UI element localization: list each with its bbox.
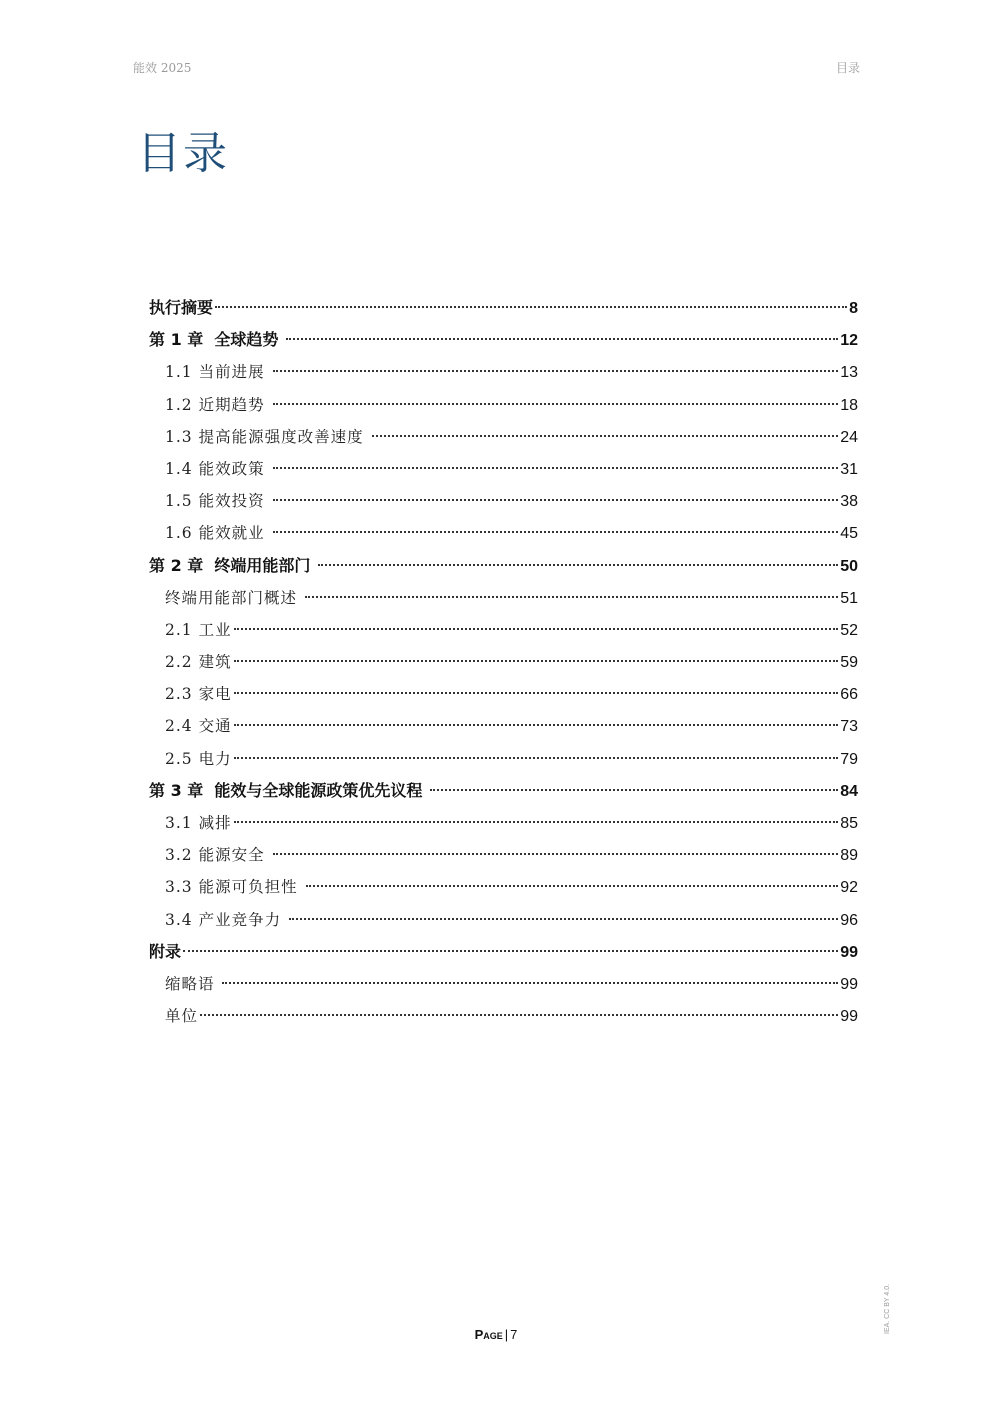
- toc-entry-label: 第 2 章 终端用能部门: [149, 555, 316, 575]
- toc-page-number: 12: [840, 332, 858, 350]
- toc-entry[interactable]: [149, 871, 858, 903]
- toc-entry[interactable]: [149, 550, 858, 582]
- toc-page-number: 89: [840, 847, 858, 865]
- dot-leader: [183, 950, 838, 952]
- page-label: Page: [474, 1327, 503, 1342]
- toc-page-number: 38: [840, 493, 858, 511]
- toc-entry[interactable]: [149, 710, 858, 742]
- toc-page-number: 13: [840, 364, 858, 382]
- toc-entry[interactable]: [149, 775, 858, 807]
- dot-leader: [286, 338, 838, 340]
- toc-page-number: 59: [840, 654, 858, 672]
- dot-leader: [318, 564, 838, 566]
- dot-leader: [273, 370, 839, 372]
- toc-page-number: 85: [840, 815, 858, 832]
- toc-page-number: 24: [840, 428, 858, 446]
- toc-page-number: 99: [840, 975, 858, 993]
- toc-entry-label: 缩略语: [165, 974, 221, 993]
- toc-entry-label: 3.3 能源可负担性: [165, 878, 304, 897]
- toc-page-number: 51: [840, 589, 858, 607]
- footer-separator: |: [504, 1327, 509, 1342]
- toc-entry-label: 1.1 当前进展: [165, 363, 271, 382]
- dot-leader: [234, 821, 839, 823]
- toc-entry[interactable]: [149, 743, 858, 775]
- toc-entry[interactable]: [149, 1000, 858, 1032]
- toc-entry[interactable]: [149, 678, 858, 710]
- toc-entry-label: 1.3 提高能源强度改善速度: [165, 427, 370, 446]
- toc-page-number: 66: [840, 686, 858, 704]
- toc-entry[interactable]: [149, 517, 858, 549]
- toc-entry[interactable]: [149, 421, 858, 453]
- toc-entry-label: 2.2 建筑: [165, 653, 232, 672]
- toc-entry[interactable]: [149, 904, 858, 936]
- toc-entry-label: 附录: [149, 941, 182, 961]
- toc-entry-label: 1.4 能效政策: [165, 459, 271, 478]
- dot-leader: [289, 918, 838, 920]
- toc-entry-label: 1.2 近期趋势: [165, 395, 271, 414]
- license-credit: IEA. CC BY 4.0.: [884, 1283, 891, 1334]
- table-of-contents: [149, 292, 858, 1032]
- dot-leader: [273, 467, 839, 469]
- toc-entry[interactable]: [149, 389, 858, 421]
- toc-entry-label: 1.6 能效就业: [165, 524, 271, 543]
- dot-leader: [234, 724, 839, 726]
- page-footer: [0, 1327, 992, 1342]
- running-header-right: 目录: [835, 61, 860, 75]
- toc-entry[interactable]: [149, 807, 858, 839]
- toc-entry[interactable]: [149, 292, 858, 324]
- toc-page-number: 31: [840, 460, 858, 478]
- toc-page-number: 45: [840, 525, 858, 543]
- dot-leader: [273, 499, 839, 501]
- dot-leader: [273, 853, 839, 855]
- running-header-left: 能效 2025: [133, 61, 192, 75]
- dot-leader: [305, 596, 838, 598]
- toc-page-number: 50: [840, 557, 858, 575]
- toc-entry-label: 2.1 工业: [165, 620, 232, 639]
- toc-page-number: 96: [840, 911, 858, 929]
- toc-entry-label: 3.2 能源安全: [165, 846, 271, 865]
- toc-entry[interactable]: [149, 936, 858, 968]
- toc-page-number: 99: [840, 943, 858, 961]
- toc-page-number: 84: [840, 782, 858, 800]
- dot-leader: [234, 757, 839, 759]
- toc-page-number: 79: [840, 750, 858, 768]
- toc-entry[interactable]: [149, 485, 858, 517]
- toc-entry-label: 终端用能部门概述: [165, 588, 303, 607]
- toc-page-number: 18: [840, 396, 858, 414]
- toc-page-number: 52: [840, 621, 858, 639]
- dot-leader: [222, 982, 838, 984]
- page-number: 7: [510, 1327, 518, 1342]
- toc-entry-label: 2.5 电力: [165, 749, 232, 768]
- dot-leader: [430, 789, 838, 791]
- toc-entry-label: 单位: [165, 1007, 199, 1026]
- toc-entry[interactable]: [149, 839, 858, 871]
- page-title: 目录: [137, 128, 229, 179]
- toc-entry[interactable]: [149, 646, 858, 678]
- toc-entry-label: 3.1 减排: [165, 814, 232, 832]
- toc-entry[interactable]: [149, 614, 858, 646]
- toc-page-number: 73: [840, 718, 858, 736]
- toc-page-number: 92: [840, 879, 858, 897]
- dot-leader: [273, 403, 839, 405]
- toc-entry[interactable]: [149, 582, 858, 614]
- toc-entry-label: 第 1 章 全球趋势: [149, 330, 284, 350]
- toc-entry-label: 1.5 能效投资: [165, 492, 271, 511]
- toc-entry-label: 3.4 产业竞争力: [165, 910, 288, 929]
- toc-entry[interactable]: [149, 453, 858, 485]
- toc-entry[interactable]: [149, 356, 858, 388]
- dot-leader: [273, 531, 839, 533]
- toc-entry-label: 执行摘要: [149, 298, 214, 317]
- toc-entry-label: 2.4 交通: [165, 717, 232, 736]
- dot-leader: [234, 692, 839, 694]
- dot-leader: [234, 628, 839, 630]
- toc-page-number: 8: [849, 300, 858, 317]
- toc-page-number: 99: [840, 1008, 858, 1026]
- dot-leader: [372, 435, 839, 437]
- toc-entry-label: 第 3 章 能效与全球能源政策优先议程: [149, 780, 428, 800]
- toc-entry-label: 2.3 家电: [165, 685, 232, 704]
- dot-leader: [234, 660, 839, 662]
- dot-leader: [200, 1014, 838, 1016]
- dot-leader: [215, 306, 847, 308]
- dot-leader: [306, 885, 839, 887]
- toc-entry[interactable]: [149, 968, 858, 1000]
- toc-entry[interactable]: [149, 324, 858, 356]
